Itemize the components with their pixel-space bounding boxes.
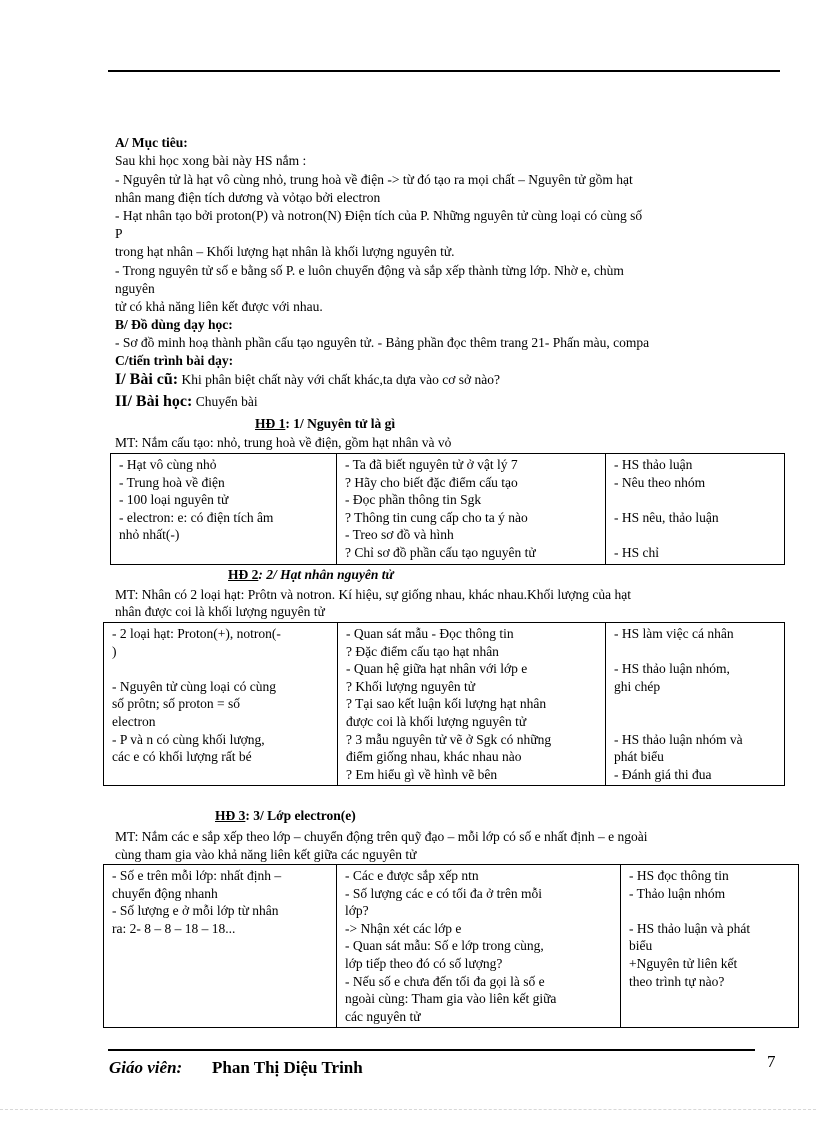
cell-line: - Thảo luận nhóm (629, 885, 726, 901)
cell-line: - HS thảo luận nhóm, (614, 661, 730, 677)
new-lesson (115, 394, 258, 410)
cell-line: - 100 loại nguyên tử (119, 492, 229, 508)
activity-3-label: HĐ 3 (215, 808, 246, 823)
activity-2-content-cell (104, 623, 338, 786)
cell-line: -> Nhận xét các lớp e (345, 920, 462, 936)
cell-line: - Nguyên tử cùng loại có cùng (112, 678, 277, 694)
cell-line: ? Chỉ sơ đồ phần cấu tạo nguyên tử (345, 544, 536, 560)
cell-line (614, 526, 778, 544)
cell-line: - HS đọc thông tin (629, 868, 729, 883)
cell-line: lớp tiếp theo đó có số lượng? (345, 955, 503, 971)
old-lesson-text: Khi phân biệt chất này với chất khác,ta dựa vào cơ sở nào? (178, 372, 500, 387)
cell-line: được coi là khối lượng nguyên tử (346, 713, 527, 729)
teacher-name: Phan Thị Diệu Trinh (212, 1058, 363, 1077)
activity-1-title: : 1/ Nguyên tử là gì (285, 416, 396, 431)
cell-line (614, 695, 778, 713)
cell-line: ) (112, 643, 117, 659)
activity-2-title: : 2/ Hạt nhân nguyên tử (258, 567, 394, 582)
cell-line: phát biểu (614, 749, 664, 765)
cell-line: ? Em hiểu gì về hình vẽ bên (346, 766, 498, 782)
objectives-line: Sau khi học xong bài này HS nắm : (115, 153, 307, 168)
cell-line: ? Khối lượng nguyên tử (346, 678, 476, 694)
cell-line: - Hạt vô cùng nhỏ (119, 457, 217, 472)
activity-3-table (103, 864, 799, 1028)
cell-line: theo trình tự nào? (629, 973, 725, 989)
process-heading: C/tiến trình bài dạy: (115, 353, 234, 368)
activity-1-objective: MT: Nắm cấu tạo: nhỏ, trung hoà về điện, gồm hạt nhân và vỏ (115, 435, 452, 450)
cell-line: - Quan sát mẫu - Đọc thông tin (346, 626, 514, 641)
activity-2-label: HĐ 2 (228, 567, 259, 582)
objectives-line: trong hạt nhân – Khối lượng hạt nhân là khối lượng nguyên tử. (115, 244, 455, 259)
objectives-line: nhân mang điện tích dương và vỏtạo bởi electron (115, 190, 381, 205)
objectives-line: - Trong nguyên tử số e bằng số P. e luôn chuyển động và sắp xếp thành từng lớp. Nhờ e, chùm (115, 263, 624, 278)
cell-line (614, 713, 778, 731)
cell-line: - Treo sơ đồ và hình (345, 527, 454, 543)
cell-line: các nguyên tử (345, 1008, 421, 1024)
cell-line: - Số lượng các e có tối đa ở trên mỗi (345, 885, 543, 901)
activity-3-objective: cùng tham gia vào khả năng liên kết giữa các nguyên tử (115, 847, 417, 862)
equipment-heading: B/ Đồ dùng dạy học: (115, 317, 233, 332)
activity-2-objective: nhân được coi là khối lượng nguyên tử (115, 604, 325, 619)
cell-line: - 2 loại hạt: Proton(+), notron(- (112, 626, 281, 641)
cell-line: điểm giống nhau, khác nhau nào (346, 749, 522, 765)
cell-line: - HS nêu, thảo luận (614, 509, 719, 525)
cell-line: - HS thảo luận nhóm và (614, 731, 743, 747)
activity-2-heading (228, 567, 394, 583)
cell-line (629, 902, 792, 920)
old-lesson-label: I/ Bài cũ: (115, 371, 179, 388)
activity-1-table (110, 453, 785, 565)
objectives-heading: A/ Mục tiêu: (115, 135, 188, 150)
cell-line: - HS chỉ (614, 544, 659, 560)
activity-3-student-cell (621, 865, 799, 1028)
cell-line: lớp? (345, 903, 369, 919)
cell-line: ra: 2- 8 – 8 – 18 – 18... (112, 920, 236, 936)
cell-line: chuyển động nhanh (112, 885, 218, 901)
activity-2-student-cell (606, 623, 785, 786)
cell-line: các e có khối lượng rất bé (112, 749, 252, 765)
new-lesson-text: Chuyển bài (192, 394, 258, 409)
cell-line: - Nếu số e chưa đến tối đa gọi là số e (345, 973, 545, 989)
table-row (104, 623, 785, 786)
cell-line (614, 643, 778, 661)
cell-line: - HS thảo luận và phát (629, 920, 751, 936)
cell-line: electron (112, 713, 156, 729)
cell-line: biểu (629, 938, 653, 954)
cell-line: - Số e trên mỗi lớp: nhất định – (112, 868, 282, 883)
cell-line (112, 660, 331, 678)
cell-line: - electron: e: có điện tích âm (119, 509, 274, 525)
objectives-line: tử có khả năng liên kết được với nhau. (115, 299, 323, 314)
activity-2-teacher-cell (338, 623, 606, 786)
activity-3-teacher-cell (337, 865, 621, 1028)
activity-1-label: HĐ 1 (255, 416, 286, 431)
cell-line: - Đánh giá thi đua (614, 766, 712, 782)
activity-1-student-cell (606, 454, 785, 565)
page-edge (0, 1109, 816, 1110)
table-row (111, 454, 785, 565)
activity-1-heading (255, 416, 395, 432)
cell-line: - Các e được sắp xếp ntn (345, 868, 479, 883)
activity-3-heading (215, 808, 356, 824)
cell-line: +Nguyên tử liên kết (629, 955, 738, 971)
footer-rule (108, 1049, 755, 1051)
equipment-line: - Sơ đồ minh hoạ thành phần cấu tạo nguyên tử. - Bảng phần đọc thêm trang 21- Phấn màu, compa (115, 335, 650, 350)
cell-line: ? Tại sao kết luận kối lượng hạt nhân (346, 696, 547, 712)
activity-3-objective: MT: Nắm các e sắp xếp theo lớp – chuyển động trên quỹ đạo – mỗi lớp có số e nhất định – e ngoài (115, 829, 648, 844)
cell-line: nhỏ nhất(-) (119, 527, 180, 543)
cell-line: - P và n có cùng khối lượng, (112, 731, 265, 747)
objectives-line: nguyên (115, 281, 155, 296)
objectives-line: - Nguyên tử là hạt vô cùng nhỏ, trung hoà về điện -> từ đó tạo ra mọi chất – Nguyên tử gồm hạt (115, 172, 633, 187)
cell-line: ghi chép (614, 678, 661, 694)
page-number: 7 (767, 1052, 776, 1071)
cell-line: ? 3 mẫu nguyên tử vẽ ở Sgk có những (346, 731, 552, 747)
activity-1-content-cell (111, 454, 337, 565)
activity-1-teacher-cell (337, 454, 606, 565)
activity-2-objective: MT: Nhân có 2 loại hạt: Prôtn và notron. Kí hiệu, sự giống nhau, khác nhau.Khối lượng của hạt (115, 587, 632, 602)
cell-line: - HS làm việc cá nhân (614, 626, 734, 641)
activity-3-content-cell (104, 865, 337, 1028)
cell-line: - HS thảo luận (614, 457, 693, 472)
activity-3-title: : 3/ Lớp electron(e) (245, 808, 356, 823)
footer-label: Giáo viên: (109, 1058, 183, 1077)
cell-line: số prôtn; số proton = số (112, 696, 240, 712)
cell-line (614, 491, 778, 509)
new-lesson-label: II/ Bài học: (115, 393, 193, 410)
objectives-line: P (115, 226, 123, 241)
cell-line: - Quan hệ giữa hạt nhân với lớp e (346, 661, 528, 677)
cell-line: ? Đặc điểm cấu tạo hạt nhân (346, 643, 499, 659)
cell-line: - Số lượng e ở mỗi lớp từ nhân (112, 903, 279, 919)
old-lesson (115, 372, 500, 388)
cell-line: ngoài cùng: Tham gia vào liên kết giữa (345, 991, 557, 1007)
objectives-line: - Hạt nhân tạo bởi proton(P) và notron(N) Điện tích của P. Những nguyên tử cùng loại có cùng số (115, 208, 643, 223)
cell-line: - Ta đã biết nguyên tử ở vật lý 7 (345, 457, 518, 472)
cell-line: - Nêu theo nhóm (614, 474, 706, 490)
header-rule (108, 70, 780, 72)
cell-line: ? Thông tin cung cấp cho ta ý nào (345, 509, 528, 525)
activity-2-table (103, 622, 785, 786)
table-row (104, 865, 799, 1028)
cell-line: ? Hãy cho biết đặc điểm cấu tạo (345, 474, 518, 490)
cell-line: - Trung hoà về điện (119, 474, 225, 490)
cell-line: - Quan sát mẫu: Số e lớp trong cùng, (345, 938, 544, 954)
cell-line: - Đọc phần thông tin Sgk (345, 492, 482, 508)
